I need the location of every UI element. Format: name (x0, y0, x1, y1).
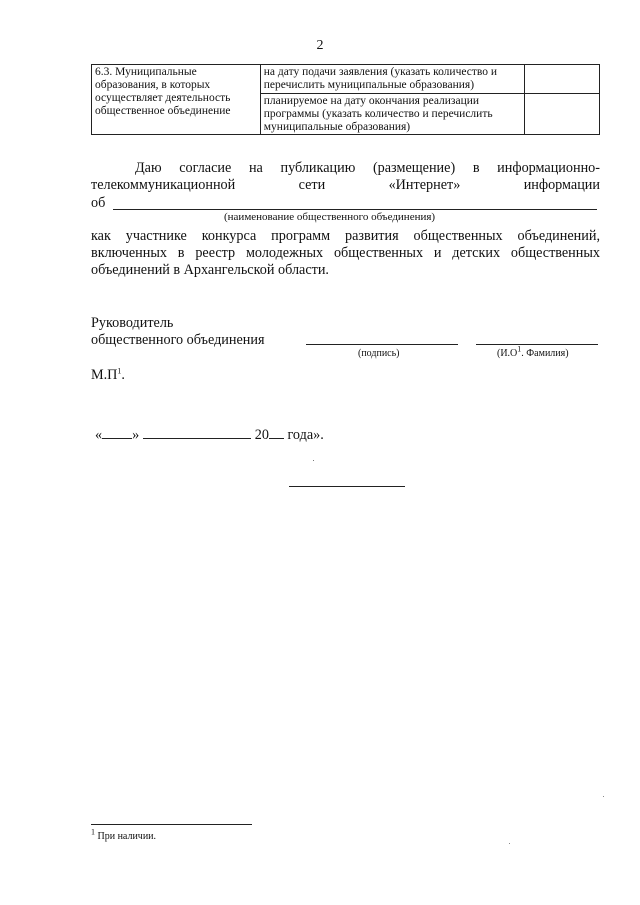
footnote: $^1$ При наличии. (91, 827, 157, 842)
closing-rule (289, 486, 405, 487)
year-blank (269, 425, 284, 439)
month-blank (143, 425, 251, 439)
scan-speck (509, 843, 510, 844)
scan-speck (603, 796, 604, 797)
table-row-label: 6.3. Муниципальные образования, в которых осуществляет деятельность общественное объединение (92, 65, 261, 135)
table-cell-current: на дату подачи заявления (указать количество и перечислить муниципальные образования) (260, 65, 524, 94)
date-line: « » 20 года». (95, 427, 324, 443)
signer-title (91, 315, 265, 349)
day-blank (102, 425, 132, 439)
table-value-cell-current (524, 65, 599, 94)
fio-blank (476, 344, 598, 345)
table-cell-planned: планируемое на дату окончания реализации программы (указать количество и перечислить муниципальные образования) (260, 94, 524, 135)
ob-label: об (91, 195, 106, 211)
scan-speck (313, 460, 314, 461)
table-value-cell-planned (524, 94, 599, 135)
fio-hint: ($И.О^1$. Фамилия) (497, 344, 569, 359)
stamp-place-label: $М.П^1$. (91, 366, 125, 383)
consent-word: информации (523, 177, 600, 193)
consent-line-2 (91, 177, 600, 194)
org-name-hint: (наименование общественного объединения) (224, 211, 436, 223)
consent-text: как участнике конкурса программ развития общественных объединений, включенных в реестр молодежных общественных и детских общественных объединений в Архангельской области. (91, 228, 600, 278)
org-name-blank (113, 208, 597, 210)
consent-word: сети (298, 177, 326, 193)
consent-word: телекоммуникационной (91, 177, 236, 193)
page-number: 2 (316, 38, 324, 53)
signer-title-line-2: общественного объединения (91, 332, 265, 348)
municipalities-table (91, 64, 600, 135)
consent-word: «Интернет» (388, 177, 461, 193)
signature-hint: (подпись) (358, 348, 400, 359)
consent-line-1: Даю согласие на публикацию (размещение) в информационно- (135, 160, 600, 176)
signer-title-line-1: Руководитель (91, 315, 174, 331)
footnote-rule (91, 824, 252, 825)
signature-blank (306, 344, 458, 345)
